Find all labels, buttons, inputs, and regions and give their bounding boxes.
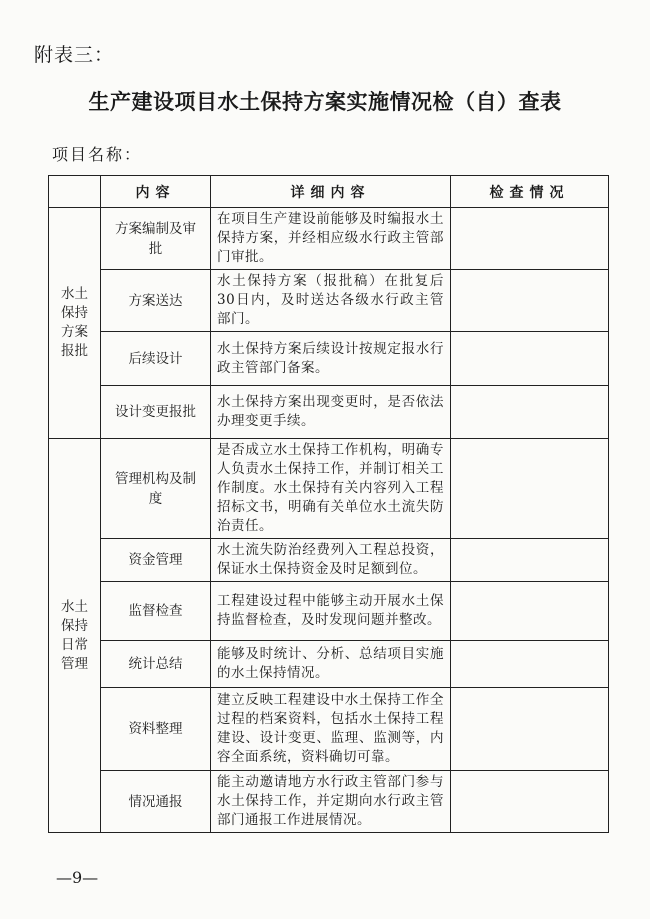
detail-cell: 建立反映工程建设中水土保持工作全过程的档案资料，包括水土保持工程建设、设计变更、监理、监测等，内容全面系统，资料确切可靠。 xyxy=(211,688,451,771)
check-cell[interactable] xyxy=(451,539,609,582)
table-row xyxy=(49,270,609,332)
table-row xyxy=(49,208,609,270)
header-content: 内容 xyxy=(101,176,211,208)
detail-cell: 能主动邀请地方水行政主管部门参与水土保持工作，并定期向水行政主管部门通报工作进展情况。 xyxy=(211,771,451,833)
item-cell: 情况通报 xyxy=(101,771,211,833)
check-cell[interactable] xyxy=(451,439,609,539)
check-cell[interactable] xyxy=(451,386,609,439)
item-cell: 统计总结 xyxy=(101,641,211,688)
item-cell: 后续设计 xyxy=(101,332,211,386)
check-cell[interactable] xyxy=(451,688,609,771)
appendix-label: 附表三： xyxy=(34,44,115,66)
detail-cell: 能够及时统计、分析、总结项目实施的水土保持情况。 xyxy=(211,641,451,688)
category-cell: 水土保持方案报批 xyxy=(49,208,101,439)
check-cell[interactable] xyxy=(451,208,609,270)
detail-cell: 水土保持方案出现变更时，是否依法办理变更手续。 xyxy=(211,386,451,439)
check-cell[interactable] xyxy=(451,270,609,332)
detail-cell: 水土保持方案后续设计按规定报水行政主管部门备案。 xyxy=(211,332,451,386)
item-cell: 设计变更报批 xyxy=(101,386,211,439)
detail-cell: 是否成立水土保持工作机构，明确专人负责水土保持工作，并制订相关工作制度。水土保持有关内容列入工程招标文书，明确有关单位水土流失防治责任。 xyxy=(211,439,451,539)
check-cell[interactable] xyxy=(451,771,609,833)
category-cell: 水土保持日常管理 xyxy=(49,439,101,833)
table-row xyxy=(49,688,609,771)
header-blank xyxy=(49,176,101,208)
detail-cell: 水土流失防治经费列入工程总投资，保证水土保持资金及时足额到位。 xyxy=(211,539,451,582)
item-cell: 资料整理 xyxy=(101,688,211,771)
header-detail: 详细内容 xyxy=(211,176,451,208)
item-cell: 方案编制及审批 xyxy=(101,208,211,270)
table-row xyxy=(49,332,609,386)
table-header-row xyxy=(49,176,609,208)
page-number: —9— xyxy=(56,868,99,887)
item-cell: 管理机构及制度 xyxy=(101,439,211,539)
table-row xyxy=(49,641,609,688)
check-cell[interactable] xyxy=(451,332,609,386)
item-cell: 方案送达 xyxy=(101,270,211,332)
table-row xyxy=(49,386,609,439)
table-row xyxy=(49,771,609,833)
detail-cell: 在项目生产建设前能够及时编报水土保持方案，并经相应级水行政主管部门审批。 xyxy=(211,208,451,270)
check-cell[interactable] xyxy=(451,582,609,641)
table-row xyxy=(49,539,609,582)
detail-cell: 工程建设过程中能够主动开展水土保持监督检查，及时发现问题并整改。 xyxy=(211,582,451,641)
project-name-label: 项目名称： xyxy=(52,145,143,164)
item-cell: 监督检查 xyxy=(101,582,211,641)
table-row xyxy=(49,582,609,641)
detail-cell: 水土保持方案（报批稿）在批复后30日内，及时送达各级水行政主管部门。 xyxy=(211,270,451,332)
item-cell: 资金管理 xyxy=(101,539,211,582)
table-row xyxy=(49,439,609,539)
page-title: 生产建设项目水土保持方案实施情况检（自）查表 xyxy=(88,90,562,114)
inspection-table xyxy=(48,175,609,833)
header-check: 检查情况 xyxy=(451,176,609,208)
check-cell[interactable] xyxy=(451,641,609,688)
